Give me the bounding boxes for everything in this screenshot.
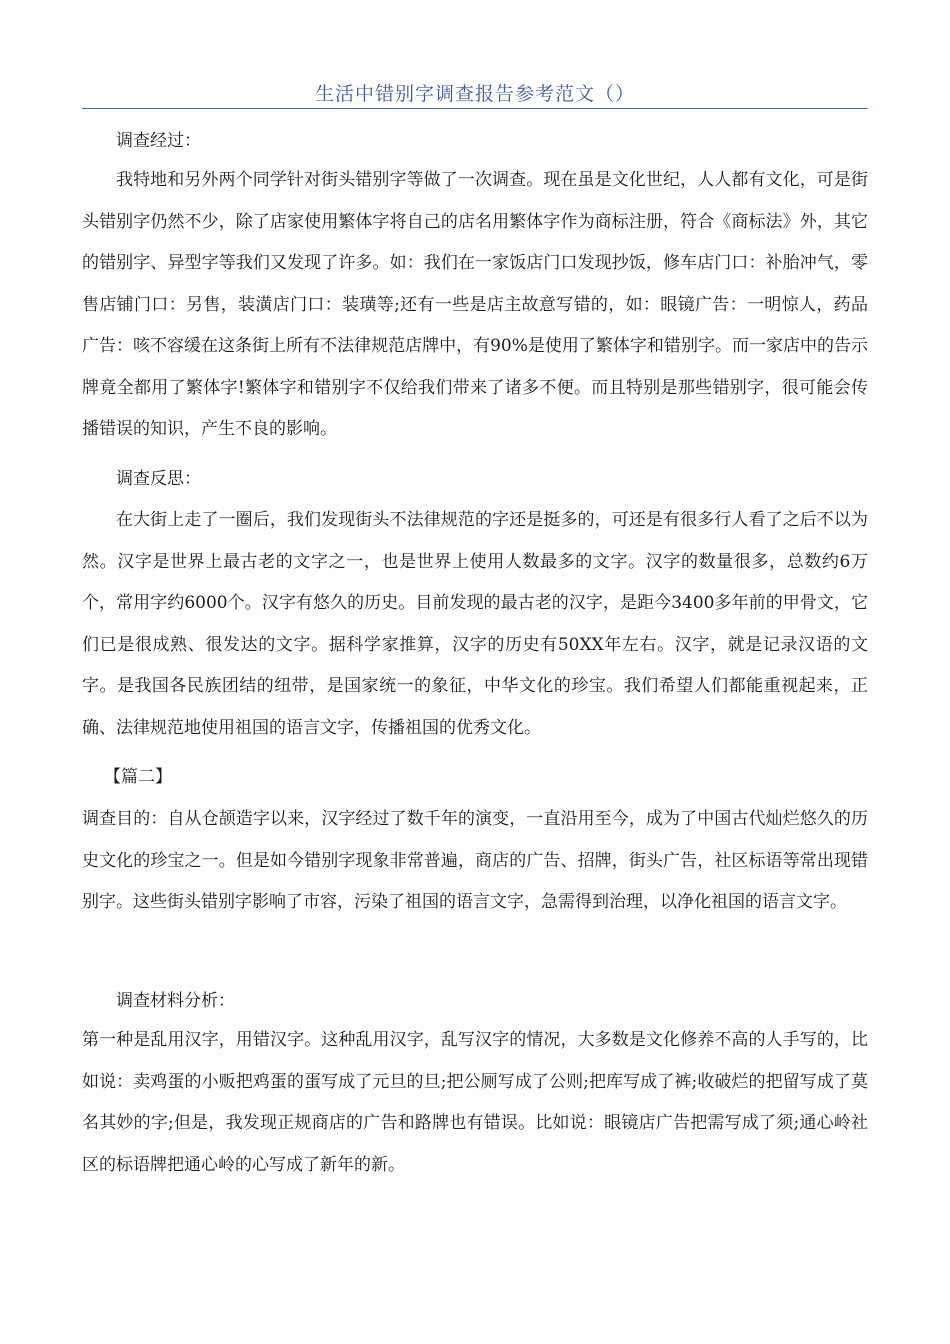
document-title: 生活中错别字调查报告参考范文（） — [314, 83, 635, 105]
section-body-process: 我特地和另外两个同学针对街头错别字等做了一次调查。现在虽是文化世纪，人人都有文化，可是街头错别字仍然不少，除了店家使用繁体字将自己的店名用繁体字作为商标注册，符合《商标法》外，其它的错别字、异型字等我们又发现了许多。如：我们在一家饭店门口发现抄饭，修车店门口：补胎冲气，零售店铺门口：另售，装潢店门口：装璜等;还有一些是店主故意写错的，如：眼镜广告：一明惊人，药品广告：咳不容缓在这条街上所有不法律规范店牌中，有90%是使用了繁体字和错别字。而一家店中的告示牌竟全都用了繁体字!繁体字和错别字不仅给我们带来了诸多不便。而且特别是那些错别字，很可能会传播错误的知识，产生不良的影响。 — [82, 170, 868, 439]
analysis-heading: 调查材料分析： — [116, 991, 235, 1011]
section-body-reflection: 在大街上走了一圈后，我们发现街头不法律规范的字还是挺多的，可还是有很多行人看了之后不以为然。汉字是世界上最古老的文字之一，也是世界上使用人数最多的文字。汉字的数量很多，总数约6万个，常用字约6000个。汉字有悠久的历史。目前发现的最古老的汉字，是距今3400多年前的甲骨文，它们已是很成熟、很发达的文字。据科学家推算，汉字的历史有50XX年左右。汉字，就是记录汉语的文字。是我国各民族团结的纽带，是国家统一的象征，中华文化的珍宝。我们希望人们都能重视起来，正确、法律规范地使用祖国的语言文字，传播祖国的优秀文化。 — [82, 510, 868, 738]
section-heading-process: 调查经过： — [116, 131, 201, 151]
title-divider — [82, 108, 868, 109]
section-heading-reflection: 调查反思： — [116, 469, 201, 489]
part-two-label: 【篇二】 — [104, 767, 172, 787]
analysis-paragraph: 第一种是乱用汉字，用错汉字。这种乱用汉字，乱写汉字的情况，大多数是文化修养不高的人手写的，比如说：卖鸡蛋的小贩把鸡蛋的蛋写成了元旦的旦;把公厕写成了公则;把库写成了裤;收破烂的把留写成了莫名其妙的字;但是，我发现正规商店的广告和路牌也有错误。比如说：眼镜店广告把需写成了须;通心岭社区的标语牌把通心岭的心写成了新年的新。 — [82, 1030, 868, 1175]
survey-purpose-paragraph: 调查目的：自从仓颉造字以来，汉字经过了数千年的演变，一直沿用至今，成为了中国古代灿烂悠久的历史文化的珍宝之一。但是如今错别字现象非常普遍，商店的广告、招牌，街头广告，社区标语等常出现错别字。这些街头错别字影响了市容，污染了祖国的语言文字，急需得到治理，以净化祖国的语言文字。 — [82, 809, 868, 912]
